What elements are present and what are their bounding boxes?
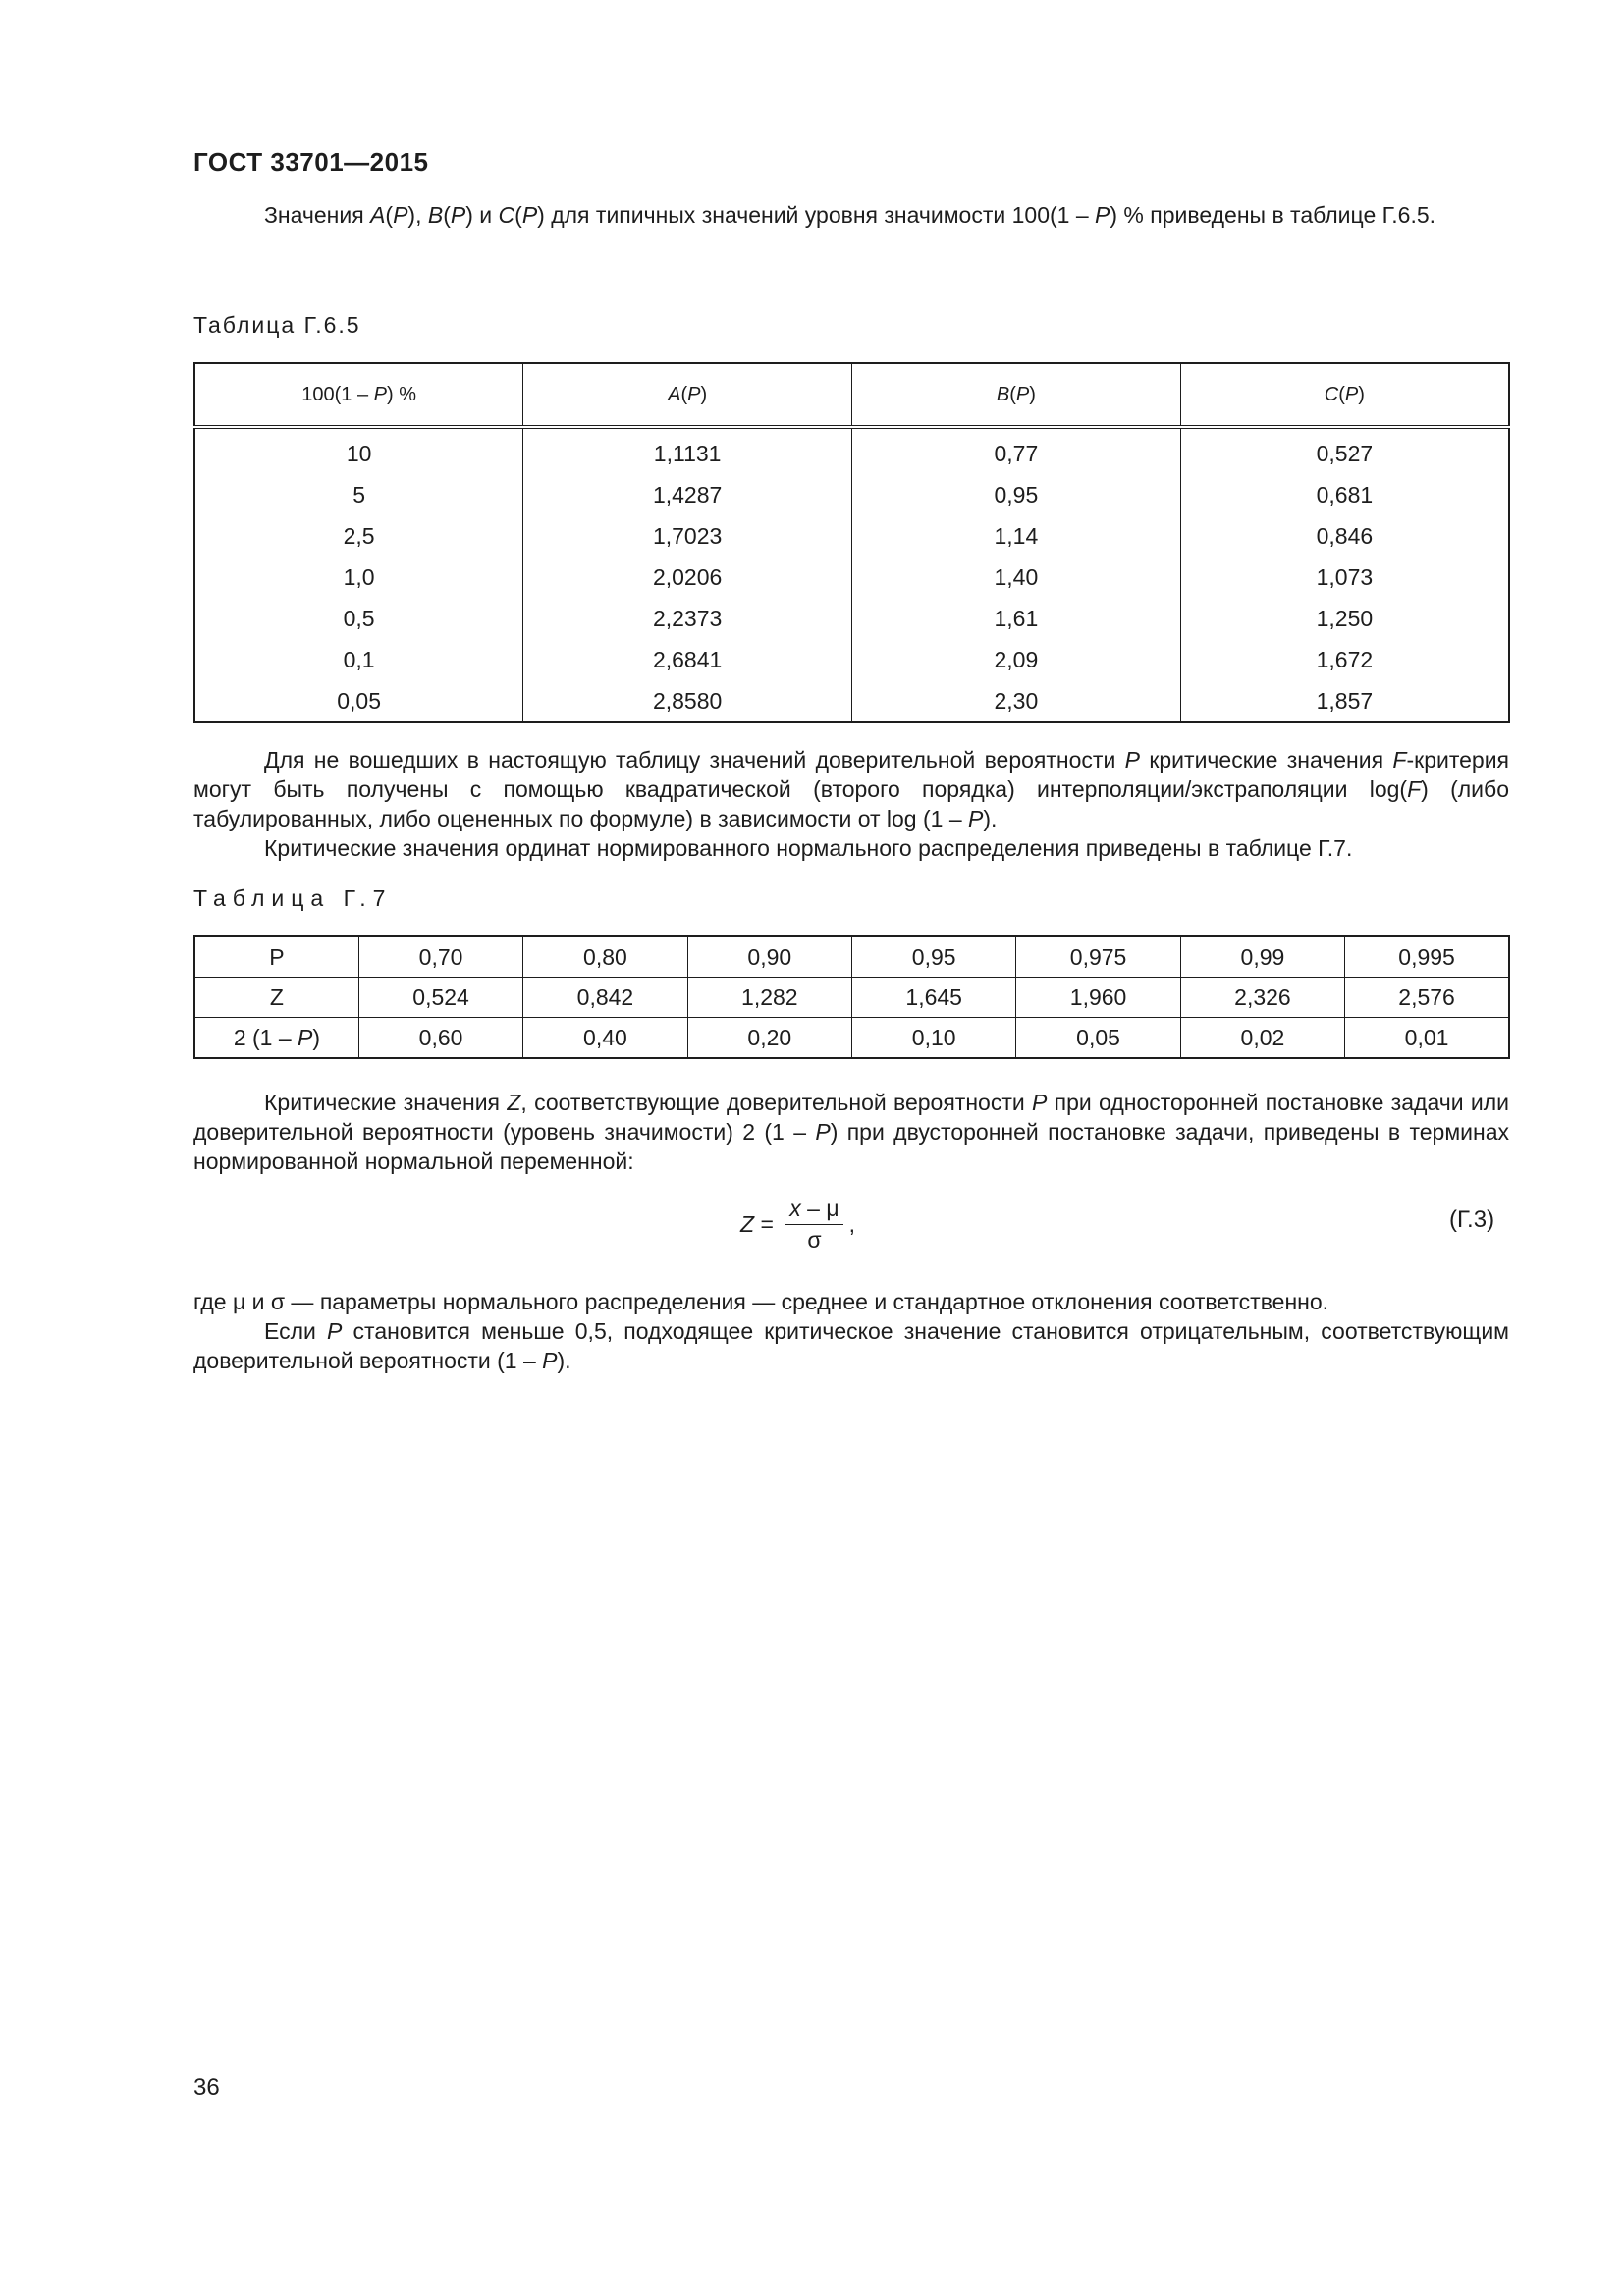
table-cell: 0,01 — [1345, 1018, 1509, 1059]
table1-caption: Таблица Г.6.5 — [193, 312, 361, 338]
table-cell: 1,14 — [852, 515, 1181, 557]
table-cell: 0,95 — [852, 936, 1016, 978]
table-cell: 1,4287 — [523, 474, 852, 515]
table-cell: 0,70 — [358, 936, 522, 978]
fraction-numerator: x – μ — [785, 1196, 842, 1225]
table-row — [194, 978, 1509, 1018]
table-g65 — [193, 362, 1510, 723]
table-cell: 0,524 — [358, 978, 522, 1018]
table-reference-paragraph: Критические значения ординат нормированного нормального распределения приведены в таблице Г.7. — [264, 835, 1353, 861]
table-cell: 2,2373 — [523, 598, 852, 639]
row-label-p: P — [194, 936, 358, 978]
negative-value-paragraph: Если P становится меньше 0,5, подходящее критическое значение становится отрицательным, соответствующим доверительной вероятности (1 – P). — [193, 1318, 1509, 1373]
formula-g3: Z = $\frac{x - \mu}{\sigma}$ , — [740, 1196, 855, 1253]
table-cell: 2,6841 — [523, 639, 852, 680]
table-cell: 1,250 — [1180, 598, 1509, 639]
table-row — [194, 1018, 1509, 1059]
table-cell: 0,995 — [1345, 936, 1509, 978]
critical-values-paragraph: Критические значения Z, соответствующие доверительной вероятности P при односторонней постановке задачи или доверительной вероятности (уровень значимости) 2 (1 – P) при двусторонней постановке задачи, приведены в терминах нормированной нормальной переменной: — [193, 1090, 1509, 1174]
fraction-denominator: σ — [807, 1227, 822, 1253]
standard-header: ГОСТ 33701—2015 — [193, 147, 429, 177]
table-cell: 1,1131 — [523, 427, 852, 474]
table-cell: 2,5 — [343, 522, 375, 549]
table-cell: 0,05 — [1016, 1018, 1180, 1059]
table-row — [194, 557, 1509, 598]
table-cell: 1,40 — [852, 557, 1181, 598]
table-cell: 2,30 — [852, 680, 1181, 722]
table-cell: 0,05 — [337, 687, 381, 714]
equation-number: (Г.3) — [1449, 1206, 1495, 1233]
table-cell: 0,80 — [523, 936, 687, 978]
table-cell: 0,527 — [1180, 427, 1509, 474]
table-cell: 1,960 — [1016, 978, 1180, 1018]
table2-caption: Таблица Г.7 — [193, 885, 393, 911]
table-cell: 0,5 — [343, 605, 375, 631]
interpolation-paragraph: Для не вошедших в настоящую таблицу значений доверительной вероятности P критические значения F-критерия могут быть получены с помощью квадратической (второго порядка) интерполяции/экстраполяции log(F) (либо табулированных, либо оцененных по формуле) в зависимости от log (1 – P). — [193, 747, 1509, 831]
page-number: 36 — [193, 2074, 220, 2101]
table-row — [194, 427, 1509, 474]
table-cell: 0,95 — [852, 474, 1181, 515]
parameters-paragraph: где μ и σ — параметры нормального распределения — среднее и стандартное отклонения соответственно. — [193, 1289, 1329, 1314]
table1-header-c: C(P) — [1180, 363, 1509, 427]
table1-header-a: A(P) — [523, 363, 852, 427]
table-row — [194, 515, 1509, 557]
row-label-significance: 2 (1 – P) — [194, 1018, 358, 1059]
table-cell: 2,09 — [852, 639, 1181, 680]
row-label-z: Z — [194, 978, 358, 1018]
table-cell: 0,40 — [523, 1018, 687, 1059]
table-cell: 1,672 — [1180, 639, 1509, 680]
table-cell: 1,073 — [1180, 557, 1509, 598]
table-cell: 0,842 — [523, 978, 687, 1018]
table1-header-b: B(P) — [852, 363, 1181, 427]
table-cell: 0,02 — [1180, 1018, 1344, 1059]
table-cell: 1,645 — [852, 978, 1016, 1018]
table-cell: 1,282 — [687, 978, 851, 1018]
table-cell: 0,60 — [358, 1018, 522, 1059]
table-cell: 0,90 — [687, 936, 851, 978]
table-cell: 0,10 — [852, 1018, 1016, 1059]
table-cell: 1,7023 — [523, 515, 852, 557]
table-cell: 0,1 — [343, 646, 375, 672]
table-row — [194, 598, 1509, 639]
table-cell: 0,681 — [1180, 474, 1509, 515]
table1-header-level: 100(1 – P) % — [194, 363, 523, 427]
fraction — [785, 1196, 842, 1254]
table-cell: 1,857 — [1180, 680, 1509, 722]
table-cell: 10 — [346, 440, 372, 466]
table-cell: 0,77 — [852, 427, 1181, 474]
intro-paragraph: Значения A(P), B(P) и C(P) для типичных значений уровня значимости 100(1 – P) % приведены в таблице Г.6.5. — [264, 202, 1436, 228]
table-row — [194, 680, 1509, 722]
table-cell: 0,975 — [1016, 936, 1180, 978]
table-cell: 1,61 — [852, 598, 1181, 639]
table1-header-row — [194, 363, 1509, 427]
table-cell: 0,846 — [1180, 515, 1509, 557]
table-cell: 0,99 — [1180, 936, 1344, 978]
table-cell: 2,8580 — [523, 680, 852, 722]
table-g7 — [193, 935, 1510, 1059]
table-cell: 2,326 — [1180, 978, 1344, 1018]
table-cell: 1,0 — [343, 563, 375, 590]
table-cell: 5 — [352, 481, 366, 507]
table-row — [194, 474, 1509, 515]
table-row — [194, 639, 1509, 680]
table-cell: 2,576 — [1345, 978, 1509, 1018]
table-cell: 0,20 — [687, 1018, 851, 1059]
table-cell: 2,0206 — [523, 557, 852, 598]
table-row — [194, 936, 1509, 978]
